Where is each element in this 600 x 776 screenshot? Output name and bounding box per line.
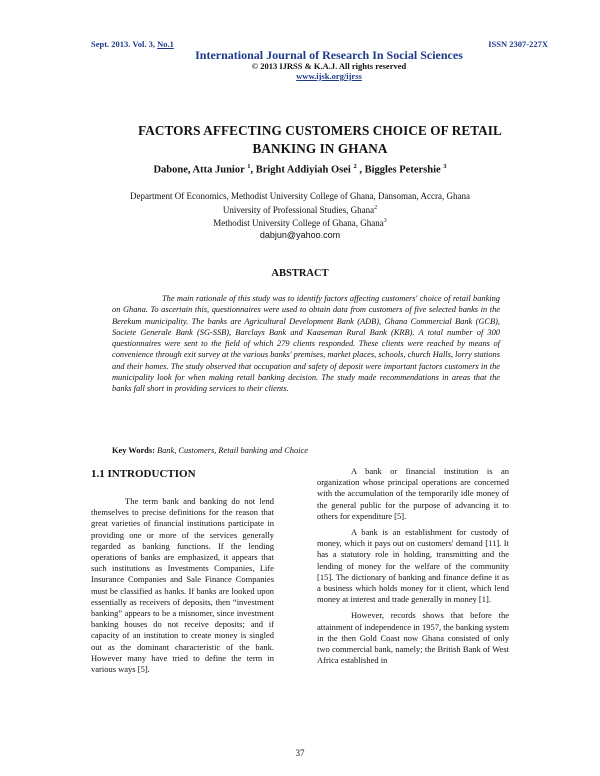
keywords-list: Bank, Customers, Retail banking and Choice [154, 446, 308, 455]
paragraph: A bank is an establishment for custody of money, which it pays out on customers' demand [11]. It has a statutory role in holding, transmitting and the lending of money for the welfare of the community [15]. The dictionary of banking and finance define it as a business which holds money for it client, which lend money at interest and trade generally in money [1]. [317, 527, 509, 605]
author-1-affiliation-mark: 1 [247, 163, 251, 170]
journal-title: International Journal of Research In Social Sciences [195, 48, 463, 62]
paragraph: However, records shows that before the attainment of independence in 1957, the banking system in the then Gold Coast now Ghana consisted of only two commercial bank, namely; the British Bank of West Africa established in [317, 610, 509, 666]
title-line-2: BANKING IN GHANA [252, 141, 388, 156]
page-number: 37 [295, 748, 305, 758]
affiliation-3-mark: 3 [383, 218, 387, 224]
keywords-label: Key Words: [112, 446, 155, 455]
title-line-1: FACTORS AFFECTING CUSTOMERS CHOICE OF RETAIL [138, 123, 502, 138]
author-email[interactable]: dabjun@yahoo.com [259, 229, 341, 240]
affiliations [0, 191, 600, 241]
author-1: Dabone, Atta Junior [153, 164, 248, 176]
abstract-heading: ABSTRACT [271, 268, 329, 279]
right-column [317, 466, 509, 671]
affiliation-3: Methodist University College of Ghana, Ghana$^3$ [213, 218, 387, 228]
journal-website-link[interactable]: www.ijsk.org/ijrss [296, 71, 362, 81]
paragraph: The term bank and banking do not lend themselves to precise definitions for the reason that great varieties of financial institutions participate in providing one or more of the services generally regarded as banking functions. If the lending operations of banks are emphasized, it appears that such institutions as Investments Companies, Life Insurance Companies and Sale Finance Companies must be classified as banks. If banks are looked upon essentially as receivers of deposits, then “investment banking” appears to be a misnomer, since investment banking houses do not receive deposits; and if capacity of an institution to create money is singled out as the dominant characteristic of the bank. However many have tried to define the term in various ways [5]. [91, 496, 274, 675]
issn: ISSN 2307-227X [488, 39, 548, 49]
abstract-body [112, 293, 500, 395]
author-2: , Bright Addiyiah Osei [250, 164, 354, 176]
copyright-notice: © 2013 IJRSS & K.A.J. All rights reserved [251, 61, 407, 71]
left-column [91, 496, 274, 680]
section-heading-introduction: 1.1 INTRODUCTION [91, 468, 196, 480]
affiliation-2: University of Professional Studies, Ghana$^2$ [222, 204, 378, 215]
keywords [112, 446, 512, 455]
affiliation-1: Department Of Economics, Methodist University College of Ghana, Dansoman, Accra, Ghana [130, 191, 470, 201]
author-3-affiliation-mark: 3 [443, 163, 447, 170]
paragraph: A bank or financial institution is an organization whose principal operations are concerned with the accumulation of the temporarily idle money of the general public for the purpose of advancing it to others for expenditure [5]. [317, 466, 509, 521]
author-2-affiliation-mark: 2 [353, 163, 357, 170]
issue-number-link[interactable]: No.1 [157, 39, 174, 49]
paper-title [100, 122, 540, 158]
author-list [0, 163, 600, 176]
author-3: , Biggles Petershie [356, 164, 444, 176]
affiliation-2-mark: 2 [374, 204, 378, 211]
abstract-text: The main rationale of this study was to identify factors affecting customers' choice of retail banking on Ghana. To ascertain this, questionnaires were used to obtain data from customers of five selected banks in the Berekum municipality. The banks are Agricultural Development Bank (ADB), Ghana Commercial Bank (GCB), Societe Generale Bank (SG-SSB), Barclays Bank and Kaaseman Rural Bank (KRB). A total number of 300 questionnaires were sent to the field of which 279 clients responded. These clients were reached by means of convenience through exit survey at the various banks' premises, market places, schools, church Halls, lorry stations and their homes. The study observed that occupation and safety of deposit were important factors customers in the municipality look for when making retail banking decision. The study made recommendations in areas that the banks fall short in providing services to their clients. [112, 294, 500, 394]
issue-text: Sept. 2013. Vol. 3, [91, 39, 158, 49]
